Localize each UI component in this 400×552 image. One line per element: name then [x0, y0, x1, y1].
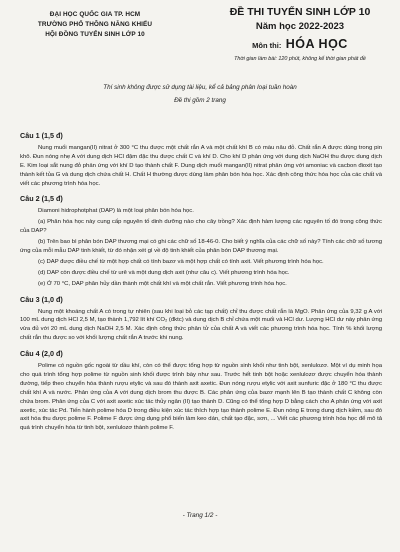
subject-name: HÓA HỌC	[285, 36, 348, 51]
question-paragraph: (a) Phân hóa học này cung cấp nguyên tố dinh dưỡng nào cho cây trồng? Xác định hàm lượng các nguyên tố đó trong công thức của DAP?	[20, 219, 382, 235]
question-paragraph: Diamoni hidrophotphat (DAP) là một loại phân bón hóa học.	[38, 208, 194, 215]
question-heading: Câu 1 (1,5 đ)	[20, 131, 63, 140]
question-paragraph: (b) Trên bao bì phân bón DAP thương mại có ghi các chữ số 18-46-0. Cho biết ý nghĩa của các chữ số này? Tính các chữ số tương ứng của mỗi mẫu DAP tinh khiết, từ đó nhận xét gì về độ tinh khiết của phân bón DAP thương mại.	[20, 239, 382, 254]
time-note: Thời gian làm bài: 120 phút, không kể thời gian phát đề	[234, 56, 366, 63]
subject-line	[200, 34, 400, 53]
question-paragraph: (c) DAP được điều chế từ một hợp chất có tính bazơ và một hợp chất có tính axit. Viết phương trình hóa học.	[38, 258, 324, 265]
questions-body	[20, 132, 382, 435]
question-paragraph: Nung một khoáng chất A có trong tự nhiên (sau khi loại bỏ các tạp chất) chỉ thu được chất rắn là MgO. Phản ứng của 9,32 g A với 100 mL dung dịch HCl 2,5 M, tạo thành 1,792 lít khí CO₂ (đktc) và dung dịch B chỉ chứa một muối và HCl dư. Lượng HCl dư này phản ứng vừa đủ với 20 mL dung dịch NaOH 2,5 M. Xác định công thức phân tử của chất A và viết các phương trình hóa học. Tính % khối lượng chất rắn thu được so với khối lượng chất rắn A trước khi nung.	[20, 308, 382, 342]
question-heading: Câu 2 (1,5 đ)	[20, 194, 63, 204]
question-paragraph: Nung muối mangan(II) nitrat ở 300 °C thu được một chất rắn A và một chất khí B có màu nâu đỏ. Chất rắn A được dùng trong pin khô. Đun nóng nhẹ A với dung dịch HCl đậm đặc thu được chất C và khí D. Cho khí D phản ứng với dung dịch NaOH thu được dung dịch E. Kim loại sắt nung đỏ phản ứng với khí D tạo thành chất F. Dung dịch muối mangan(II) nitrat phản ứng với amoniac và cacbon đioxit tạo thành kết tủa G và dung dịch chứa chất H. Chất H thường được dùng làm phân bón hóa học. Xác định công thức hóa học của các chất và viết các phương trình hóa học.	[20, 144, 382, 187]
no-materials-note: Thí sinh không được sử dụng tài liệu, kể cả bảng phân loại tuần hoàn	[103, 84, 297, 91]
institution-header	[20, 10, 170, 40]
university-name: ĐẠI HỌC QUỐC GIA TP. HCM	[49, 11, 141, 18]
question-paragraph: (e) Ở 70 °C, DAP phân hủy dần thành một chất khí và một chất rắn. Viết phương trình hóa học.	[38, 280, 287, 287]
question-paragraph: (d) DAP còn được điều chế từ urê và một dung dịch axit (như câu c). Viết phương trình hóa học.	[38, 269, 290, 276]
exam-title: ĐỀ THI TUYỂN SINH LỚP 10	[229, 6, 371, 18]
question-heading: Câu 3 (1,0 đ)	[20, 294, 63, 304]
subject-label: Môn thi:	[252, 40, 282, 50]
exam-header	[200, 6, 400, 63]
school-year: Năm học 2022-2023	[255, 20, 345, 32]
school-name: TRƯỜNG PHỔ THÔNG NĂNG KHIẾU	[37, 21, 153, 28]
page-number: - Trang 1/2 -	[182, 512, 218, 519]
question-heading: Câu 4 (2,0 đ)	[20, 349, 63, 359]
page-count-note: Đề thi gồm 2 trang	[174, 97, 226, 104]
question-paragraph: Polime có nguồn gốc ngoài từ dầu khí, còn có thể được tổng hợp từ nguồn sinh khối như tinh bột, xenlulozơ. Một ví dụ minh họa cho quá trình tổng hợp polime từ nguồn sinh khối được trình bày như sau. Trước hết tinh bột hoặc xenlulozơ được chuyển hóa thành đường, tiếp theo chuyển hóa thành rượu etylic và sau đó thành axit axetic. Đun nóng rượu etylic với axit sunfuric đặc ở 180 °C thu được chất khí A và nước. Phản ứng của A với dung dịch brom thu được B. Các phản ứng của bazơ mạnh lên B tạo thành chất C không còn chứa brom. Phản ứng của C với axit axetic xúc tác thủy ngân (II) tạo thành D. Cũng có thể tổng hợp D bằng cách cho A phản ứng với axit axetic, xúc tác Pd. Tiến hành polime hóa D trong điều kiện xúc tác thích hợp tạo thành polime E. Đun nóng E trong dung dịch kiềm, sau đó axit hóa thu được polime F. Polime F được ứng dụng phổ biến làm keo dán, chất tạo đặc, sơn, ... Viết các phương trình hóa học để mô tả quá trình chuyển hóa từ tinh bột, xenlulozơ thành polime F.	[20, 363, 382, 432]
council-name: HỘI ĐỒNG TUYỂN SINH LỚP 10	[45, 31, 145, 38]
exam-notes	[0, 81, 400, 107]
